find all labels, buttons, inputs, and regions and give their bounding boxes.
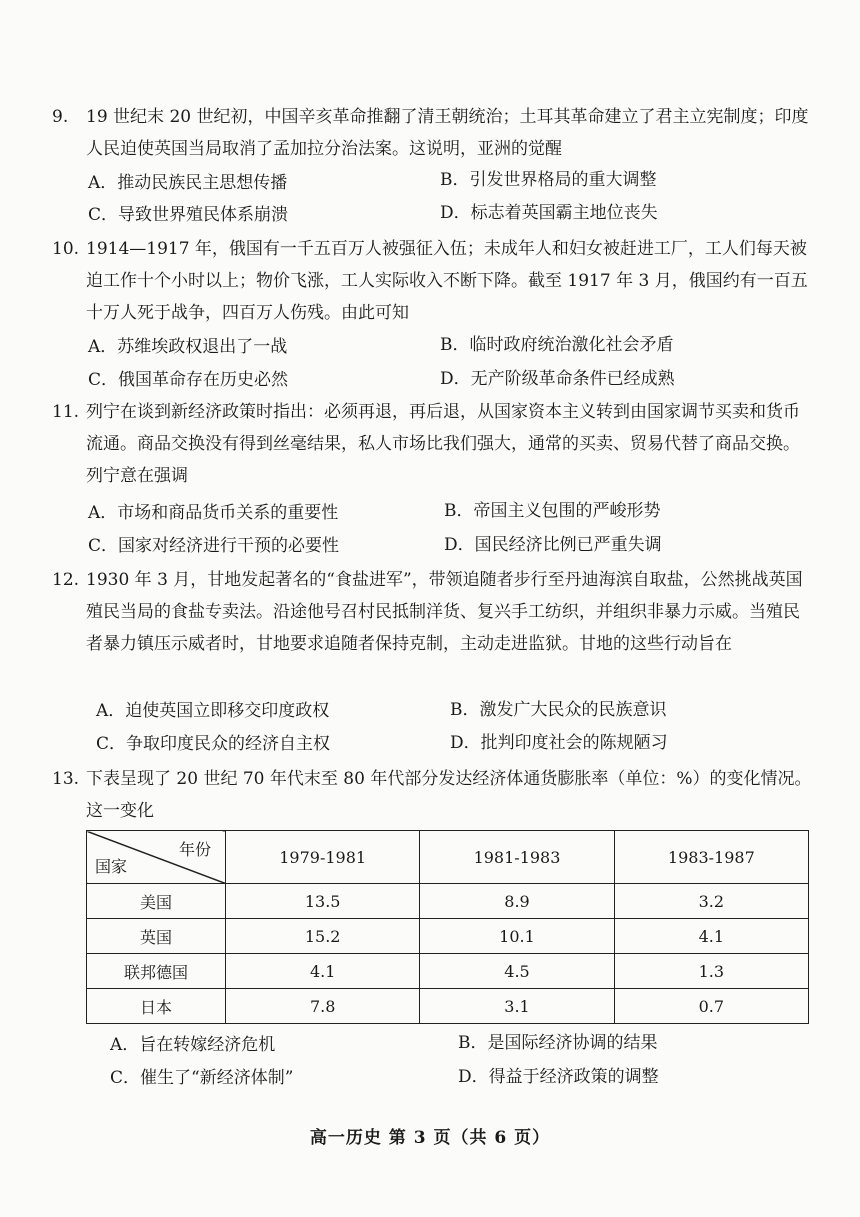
option-d: D．批判印度社会的陈规陋习 [450, 733, 668, 753]
question-11 [52, 396, 812, 492]
column-header: 1983-1987 [614, 831, 808, 884]
question-stem: 列宁在谈到新经济政策时指出：必须再退，再后退，从国家资本主义转到由国家调节买卖和货币流通。商品交换没有得到丝毫结果，私人市场比我们强大，通常的买卖、贸易代替了商品交换。列宁意在强调 [86, 402, 800, 486]
table-header-row [87, 831, 809, 884]
question-number: 13. [52, 769, 80, 789]
option-d: D．国民经济比例已严重失调 [444, 535, 662, 555]
option-d: D．无产阶级革命条件已经成熟 [440, 369, 675, 389]
column-header: 1981-1983 [420, 831, 614, 884]
value-cell: 0.7 [614, 989, 808, 1024]
page-footer: 高一历史 第 3 页（共 6 页） [309, 1128, 551, 1148]
question-number: 12. [52, 570, 80, 590]
option-a: A．市场和商品货币关系的重要性 [88, 503, 339, 523]
question-number: 11. [52, 402, 80, 422]
option-a: A．旨在转嫁经济危机 [110, 1035, 276, 1055]
option-b: B．临时政府统治激化社会矛盾 [440, 335, 674, 355]
value-cell: 10.1 [420, 919, 614, 954]
question-stem: 19 世纪末 20 世纪初，中国辛亥革命推翻了清王朝统治；土耳其革命建立了君主立宪制度；印度人民迫使英国当局取消了孟加拉分治法案。这说明，亚洲的觉醒 [86, 107, 809, 159]
question-13 [52, 763, 822, 827]
option-a: A．迫使英国立即移交印度政权 [96, 701, 330, 721]
option-c: C．催生了“新经济体制” [110, 1068, 294, 1088]
question-12 [52, 564, 812, 660]
question-9 [52, 101, 812, 165]
option-a: A．推动民族民主思想传播 [88, 173, 288, 193]
question-number: 9. [52, 107, 69, 127]
value-cell: 4.1 [226, 954, 420, 989]
question-stem: 1930 年 3 月，甘地发起著名的“食盐进军”，带领追随者步行至丹迪海滨自取盐，公然挑战英国殖民当局的食盐专卖法。沿途他号召村民抵制洋货、复兴手工纺织，并组织非暴力示威。当殖民者暴力镇压示威者时，甘地要求追随者保持克制，主动走进监狱。甘地的这些行动旨在 [86, 570, 803, 654]
country-cell: 联邦德国 [87, 954, 226, 989]
value-cell: 13.5 [226, 884, 420, 919]
option-d: D．标志着英国霸主地位丧失 [440, 203, 658, 223]
option-b: B．是国际经济协调的结果 [458, 1033, 658, 1053]
option-d: D．得益于经济政策的调整 [458, 1067, 659, 1087]
table-row [87, 954, 809, 989]
value-cell: 4.5 [420, 954, 614, 989]
table-row [87, 884, 809, 919]
option-b: B．激发广大民众的民族意识 [450, 700, 667, 720]
value-cell: 3.2 [614, 884, 808, 919]
value-cell: 7.8 [226, 989, 420, 1024]
question-number: 10. [52, 239, 80, 259]
option-b: B．引发世界格局的重大调整 [440, 170, 657, 190]
value-cell: 15.2 [226, 919, 420, 954]
table-corner-cell [87, 831, 226, 884]
country-cell: 美国 [87, 884, 226, 919]
question-stem: 下表呈现了 20 世纪 70 年代末至 80 年代部分发达经济体通货膨胀率（单位：%）的变化情况。这一变化 [86, 769, 812, 821]
value-cell: 4.1 [614, 919, 808, 954]
value-cell: 3.1 [420, 989, 614, 1024]
table-row [87, 919, 809, 954]
question-10 [52, 233, 812, 329]
column-header: 1979-1981 [226, 831, 420, 884]
option-a: A．苏维埃政权退出了一战 [88, 337, 288, 357]
inflation-table [86, 830, 809, 1024]
question-stem: 1914—1917 年，俄国有一千五百万人被强征入伍；未成年人和妇女被赶进工厂，工人们每天被迫工作十个小时以上；物价飞涨，工人实际收入不断下降。截至 1917 年 3 月，俄国约有一百五十万人死于战争，四百万人伤残。由此可知 [86, 239, 808, 323]
header-year-label: 年份 [178, 840, 211, 859]
country-cell: 英国 [87, 919, 226, 954]
option-c: C．争取印度民众的经济自主权 [96, 734, 331, 754]
option-c: C．俄国革命存在历史必然 [88, 370, 289, 390]
country-cell: 日本 [87, 989, 226, 1024]
header-country-label: 国家 [95, 857, 128, 876]
option-b: B．帝国主义包围的严峻形势 [444, 501, 661, 521]
table-row [87, 989, 809, 1024]
option-c: C．导致世界殖民体系崩溃 [88, 205, 289, 225]
value-cell: 8.9 [420, 884, 614, 919]
value-cell: 1.3 [614, 954, 808, 989]
option-c: C．国家对经济进行干预的必要性 [88, 536, 340, 556]
